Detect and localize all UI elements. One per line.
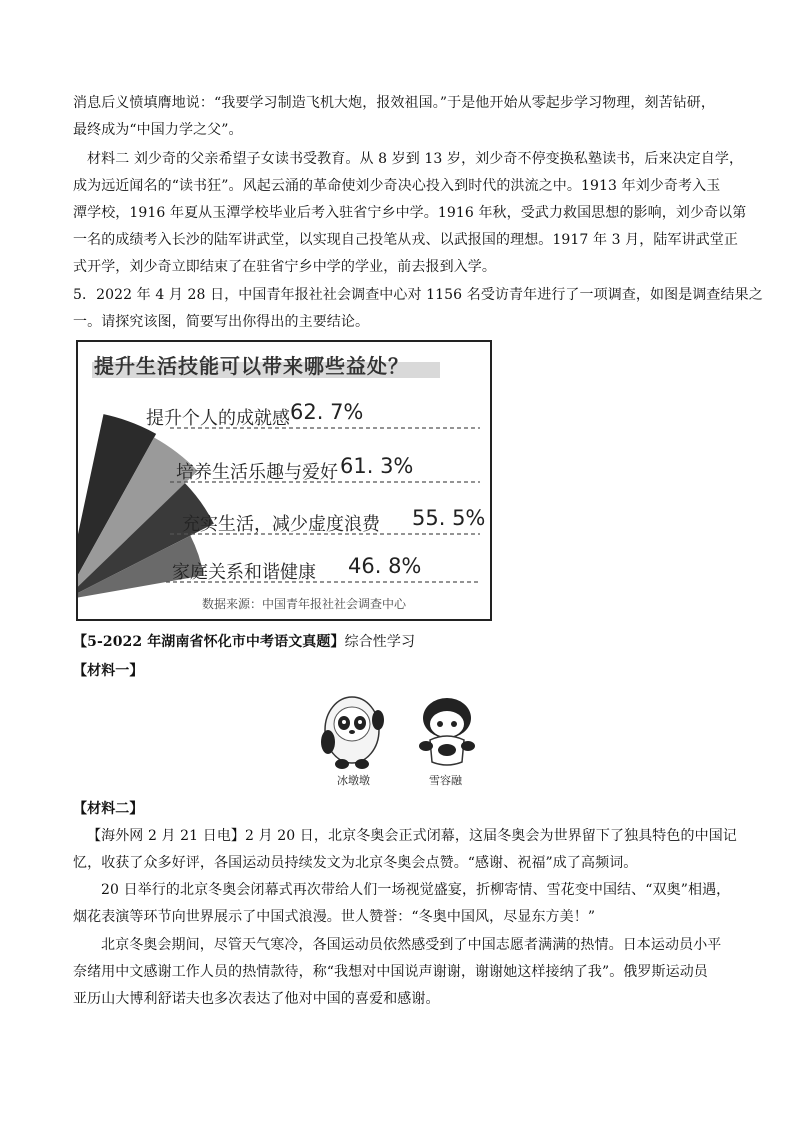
category-label: 充实生活，减少虚度浪费 — [182, 514, 380, 535]
section-heading: 【5-2022 年湖南省怀化市中考语文真题】 — [73, 634, 345, 650]
mascot-illustration — [310, 690, 490, 790]
mascot-label-shueyrhonrhon: 雪容融 — [429, 774, 462, 787]
value-label: 46. 8% — [348, 554, 422, 578]
chart-source: 数据来源：中国青年报社社会调查中心 — [202, 597, 407, 611]
category-label: 培养生活乐趣与爱好 — [176, 462, 338, 483]
paragraph-line: 一名的成绩考入长沙的陆军讲武堂，以实现自己投笔从戎、以武报国的理想。1917 年 3 月，陆军讲武堂正 — [73, 232, 738, 248]
category-label: 家庭关系和谐健康 — [172, 562, 316, 583]
paragraph-line: 奈绪用中文感谢工作人员的热情款待，称“我想对中国说声谢谢，谢谢她这样接纳了我”。俄罗斯运动员 — [73, 964, 708, 980]
question-line: 一。请探究该图，简要写出你得出的主要结论。 — [73, 314, 370, 330]
paragraph-line: 成为远近闻名的“读书狂”。风起云涌的革命使刘少奇决心投入到时代的洪流之中。1913 年刘少奇考入玉 — [73, 178, 721, 194]
paragraph-line: 北京冬奥会期间，尽管天气寒冷，各国运动员依然感受到了中国志愿者满满的热情。日本运动员小平 — [101, 937, 722, 953]
material-one-heading: 【材料一】 — [73, 663, 144, 679]
paragraph-line: 式开学，刘少奇立即结束了在驻省宁乡中学的学业，前去报到入学。 — [73, 259, 496, 275]
value-label: 55. 5% — [412, 506, 486, 530]
survey-chart — [76, 340, 492, 621]
question-line: 5．2022 年 4 月 28 日，中国青年报社社会调查中心对 1156 名受访青年进行了一项调查，如图是调查结果之 — [73, 287, 763, 303]
shueyrhonrhon-figure — [419, 698, 475, 765]
mascot-drawing — [310, 690, 490, 770]
bingdwendwen-figure — [321, 697, 384, 769]
value-label: 61. 3% — [340, 454, 414, 478]
section-heading-suffix: 综合性学习 — [344, 634, 416, 650]
paragraph-line: 最终成为“中国力学之父”。 — [73, 122, 243, 138]
paragraph-line: 20 日举行的北京冬奥会闭幕式再次带给人们一场视觉盛宴，折柳寄情、雪花变中国结、“双奥”相遇， — [101, 882, 731, 898]
material-two-heading: 【材料二】 — [73, 801, 144, 817]
paragraph-line: 潭学校，1916 年夏从玉潭学校毕业后考入驻省宁乡中学。1916 年秋，受武力救国思想的影响，刘少奇以第 — [73, 205, 747, 221]
category-label: 提升个人的成就感 — [146, 408, 290, 429]
chart-title: 提升生活技能可以带来哪些益处？ — [94, 354, 409, 378]
paragraph-line: 烟花表演等环节向世界展示了中国式浪漫。世人赞誉：“冬奥中国风，尽显东方美！” — [73, 909, 596, 925]
paragraph-line: 【海外网 2 月 21 日电】2 月 20 日，北京冬奥会正式闭幕，这届冬奥会为世界留下了独具特色的中国记 — [87, 828, 737, 844]
value-label: 62. 7% — [290, 400, 364, 424]
paragraph-line: 材料二 刘少奇的父亲希望子女读书受教育。从 8 岁到 13 岁，刘少奇不停变换私塾读书，后来决定自学， — [87, 151, 744, 167]
paragraph-line: 亚历山大博利舒诺夫也多次表达了他对中国的喜爱和感谢。 — [73, 991, 440, 1007]
mascot-label-bingdwendwen: 冰墩墩 — [337, 774, 370, 787]
paragraph-line: 忆，收获了众多好评，各国运动员持续发文为北京冬奥会点赞。“感谢、祝福”成了高频词。 — [73, 855, 638, 871]
paragraph-line: 消息后义愤填膺地说：“我要学习制造飞机大炮，报效祖国。”于是他开始从零起步学习物理，刻苦钻研， — [73, 95, 716, 111]
